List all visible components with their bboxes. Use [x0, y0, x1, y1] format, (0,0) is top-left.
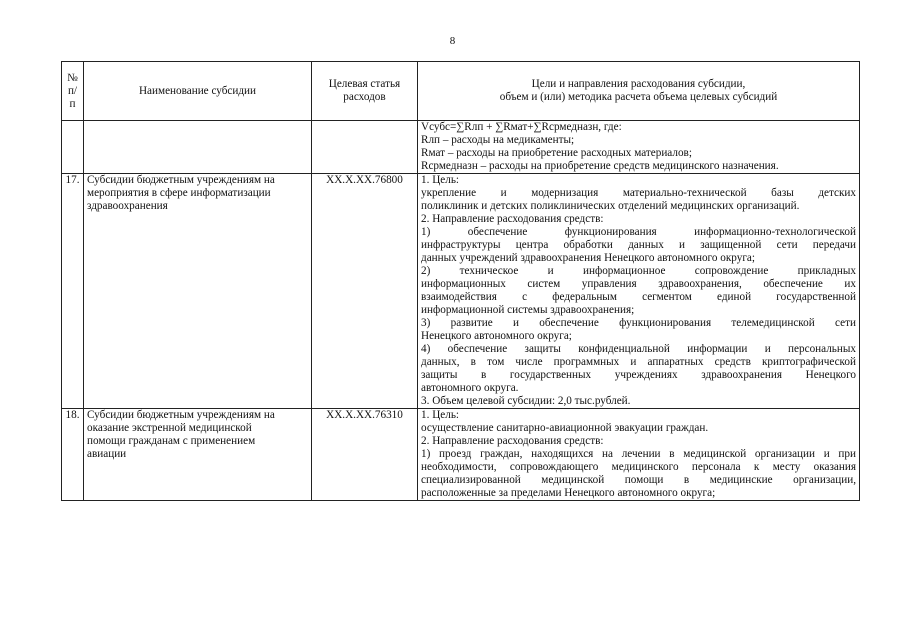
- table-header-row: [62, 62, 860, 121]
- description-line: 1) обеспечение функционирования информационно-технологической: [421, 226, 856, 238]
- description-line: взаимодействия с федеральным сегментом единой государственной: [421, 291, 856, 303]
- subsidies-table: [61, 61, 860, 501]
- subsidy-name: [84, 121, 312, 174]
- header-code: Целевая статья расходов: [312, 62, 418, 121]
- description-line: информационной системы здравоохранения;: [421, 304, 635, 316]
- description-line: 3. Объем целевой субсидии: 2,0 тыс.рублей.: [421, 395, 631, 407]
- description-line: информационных систем управления здравоохранения, обеспечение их: [421, 278, 856, 290]
- row-number: 17.: [62, 174, 84, 409]
- description-line: данных, в том числе программных и аппаратных средств криптографической: [421, 356, 856, 368]
- description-line: расположенные за пределами Ненецкого автономного округа;: [421, 487, 716, 499]
- description-line: 1. Цель:: [421, 409, 460, 421]
- table-row: [62, 409, 860, 501]
- subsidy-name-line: мероприятия в сфере информатизации: [87, 187, 271, 199]
- row-number: 18.: [62, 409, 84, 501]
- description-line: автономного округа.: [421, 382, 519, 394]
- description-line: 3) развитие и обеспечение функционирования телемедицинской сети: [421, 317, 856, 329]
- subsidy-name-line: оказание экстренной медицинской: [87, 422, 252, 434]
- description-line: Ненецкого автономного округа;: [421, 330, 572, 342]
- subsidy-name-line: Субсидии бюджетным учреждениям на: [87, 174, 275, 186]
- subsidy-description: [418, 121, 860, 174]
- subsidy-name-line: помощи гражданам с применением: [87, 435, 256, 447]
- target-article-code: XX.X.XX.76800: [312, 174, 418, 409]
- subsidy-description: [418, 409, 860, 501]
- table-row: [62, 174, 860, 409]
- table-row: [62, 121, 860, 174]
- subsidy-name: [84, 174, 312, 409]
- target-article-code: XX.X.XX.76310: [312, 409, 418, 501]
- subsidy-description: [418, 174, 860, 409]
- description-line: Rлп – расходы на медикаменты;: [421, 134, 575, 146]
- description-line: инфраструктуры центра обработки данных и защищенной сети передачи: [421, 239, 856, 251]
- description-line: Rсрмедназн – расходы на приобретение средств медицинского назначения.: [421, 160, 779, 172]
- header-name: Наименование субсидии: [84, 62, 312, 121]
- description-line: защиты в государственных учреждениях здравоохранения Ненецкого: [421, 369, 856, 381]
- subsidy-name-line: здравоохранения: [87, 200, 168, 212]
- description-line: Vсубс=∑Rлп + ∑Rмат+∑Rсрмедназн, где:: [421, 121, 622, 133]
- description-line: 2. Направление расходования средств:: [421, 213, 604, 225]
- header-desc: Цели и направления расходования субсидии, объем и (или) методика расчета объема целевых субсидий: [418, 62, 860, 121]
- description-line: 2) техническое и информационное сопровождение прикладных: [421, 265, 856, 277]
- description-line: осуществление санитарно-авиационной эвакуации граждан.: [421, 422, 709, 434]
- subsidy-name-line: Субсидии бюджетным учреждениям на: [87, 409, 275, 421]
- description-line: 1. Цель:: [421, 174, 460, 186]
- page-number: 8: [449, 35, 456, 47]
- description-line: данных учреждений здравоохранения Ненецкого автономного округа;: [421, 252, 755, 264]
- header-num: № п/ п: [62, 62, 84, 121]
- subsidy-name-line: авиации: [87, 448, 127, 460]
- subsidy-name: [84, 409, 312, 501]
- description-line: укрепление и модернизация материально-технической базы детских: [421, 187, 856, 199]
- target-article-code: [312, 121, 418, 174]
- description-line: поликлиник и детских поликлинических отделений медицинских организаций.: [421, 200, 800, 212]
- description-line: специализированной медицинской помощи в медицинские организации,: [421, 474, 856, 486]
- description-line: необходимости, сопровождающего медицинского персонала к месту оказания: [421, 461, 856, 473]
- row-number: [62, 121, 84, 174]
- description-line: Rмат – расходы на приобретение расходных материалов;: [421, 147, 692, 159]
- description-line: 2. Направление расходования средств:: [421, 435, 604, 447]
- description-line: 4) обеспечение защиты конфиденциальной информации и персональных: [421, 343, 856, 355]
- description-line: 1) проезд граждан, находящихся на лечении в медицинской организации и при: [421, 448, 856, 460]
